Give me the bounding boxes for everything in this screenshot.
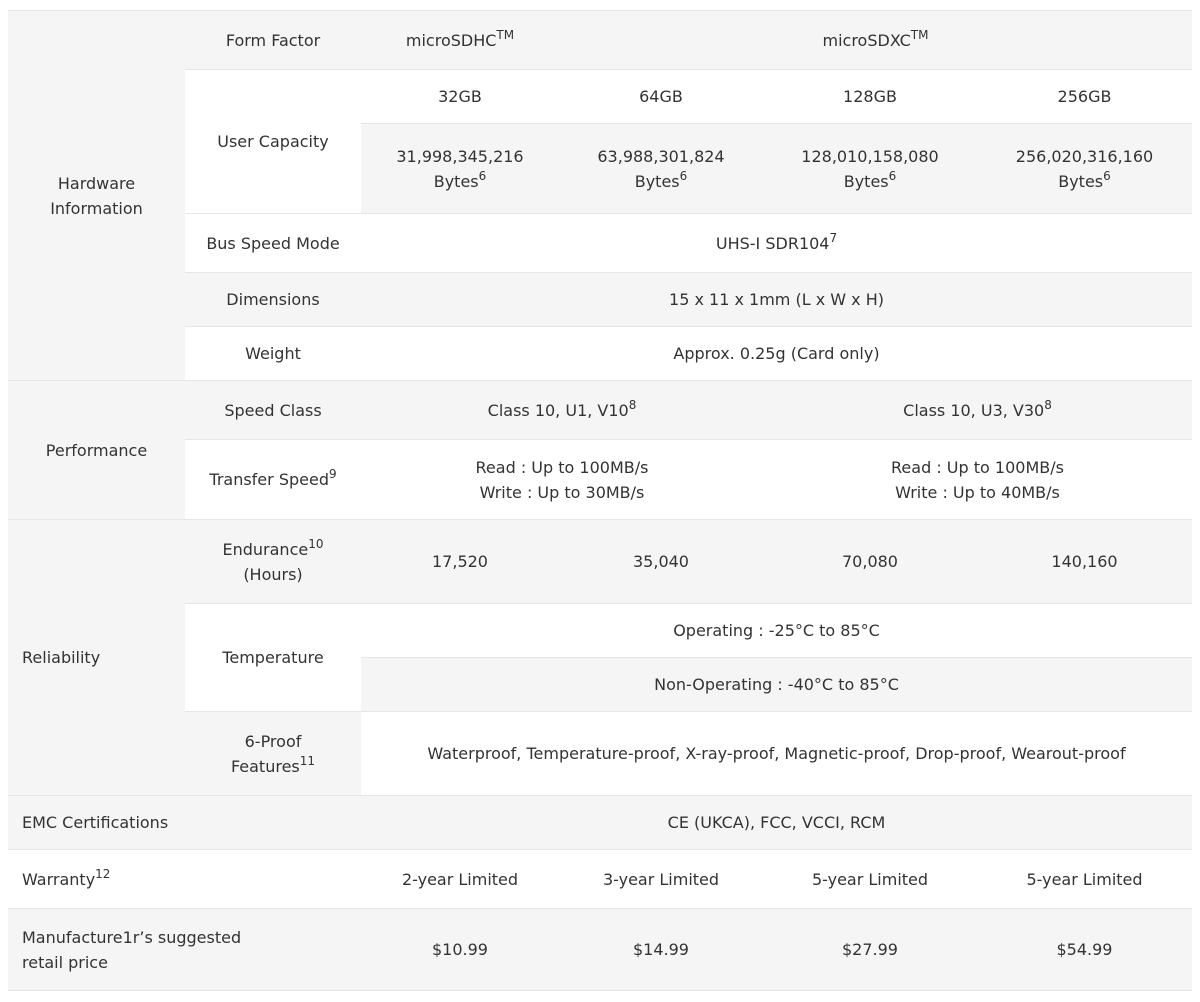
endurance-unit: (Hours) bbox=[243, 564, 303, 584]
spec-table bbox=[8, 10, 1192, 993]
value-cell bbox=[763, 381, 1192, 440]
row-label bbox=[185, 712, 361, 796]
trademark-mark: TM bbox=[496, 27, 515, 42]
row-label bbox=[8, 796, 361, 850]
warranty-value: 3-year Limited bbox=[602, 869, 720, 889]
category-label: Hardware Information bbox=[50, 173, 143, 218]
row-transfer-speed bbox=[8, 440, 1192, 520]
row-dimensions bbox=[8, 273, 1192, 327]
category-reliability bbox=[8, 520, 185, 796]
row-label bbox=[185, 440, 361, 520]
non-operating-temperature: Non-Operating : -40°C to 85°C bbox=[654, 675, 899, 694]
row-label bbox=[185, 214, 361, 273]
dimensions-value: 15 x 11 x 1mm (L x W x H) bbox=[669, 290, 884, 309]
bytes-word: Bytes bbox=[1058, 171, 1104, 191]
value-cell bbox=[361, 273, 1192, 327]
category-label: Reliability bbox=[22, 648, 101, 667]
row-form-factor bbox=[8, 11, 1192, 70]
row-weight bbox=[8, 327, 1192, 381]
bytes-cell bbox=[559, 124, 763, 214]
value-cell bbox=[559, 909, 763, 991]
emc-label: EMC Certifications bbox=[22, 813, 169, 832]
value-cell bbox=[361, 520, 559, 604]
row-emc-certifications bbox=[8, 796, 1192, 850]
capacity-cell bbox=[361, 70, 559, 124]
temperature-label: Temperature bbox=[222, 648, 324, 667]
proof-label-line1: 6-Proof bbox=[244, 731, 302, 751]
row-bus-speed-mode bbox=[8, 214, 1192, 273]
trademark-mark: TM bbox=[910, 27, 929, 42]
value-cell bbox=[361, 658, 1192, 712]
row-label bbox=[185, 327, 361, 381]
capacity-bytes: 128,010,158,080 bbox=[801, 146, 939, 166]
value-cell bbox=[361, 796, 1192, 850]
footnote-mark: 9 bbox=[328, 467, 337, 481]
value-cell bbox=[977, 520, 1192, 604]
row-label bbox=[8, 850, 361, 909]
price-value: $10.99 bbox=[432, 940, 488, 959]
footnote-mark: 8 bbox=[1044, 397, 1052, 412]
capacity-size: 128GB bbox=[843, 87, 897, 106]
weight-value: Approx. 0.25g (Card only) bbox=[673, 344, 880, 363]
transfer-speed-label: Transfer Speed bbox=[209, 470, 329, 489]
bytes-cell bbox=[763, 124, 977, 214]
category-performance bbox=[8, 381, 185, 520]
endurance-value: 140,160 bbox=[1051, 552, 1118, 571]
row-label bbox=[185, 520, 361, 604]
write-speed: Write : Up to 40MB/s bbox=[895, 482, 1060, 502]
endurance-label: Endurance bbox=[222, 539, 309, 559]
price-value: $27.99 bbox=[842, 940, 898, 959]
footnote-mark: 11 bbox=[299, 753, 316, 768]
warranty-value: 5-year Limited bbox=[1026, 869, 1143, 889]
value-cell bbox=[361, 440, 763, 520]
row-temperature bbox=[8, 604, 1192, 658]
user-capacity-label: User Capacity bbox=[217, 132, 329, 151]
write-speed: Write : Up to 30MB/s bbox=[479, 482, 645, 502]
bus-speed-label: Bus Speed Mode bbox=[206, 233, 340, 253]
proof-label-line2: Features bbox=[230, 756, 300, 776]
footnote-mark: 7 bbox=[829, 230, 838, 245]
row-endurance bbox=[8, 520, 1192, 604]
proof-features-value: Waterproof, Temperature-proof, X-ray-proof, Magnetic-proof, Drop-proof, Wearout-proof bbox=[427, 744, 1126, 763]
capacity-size: 256GB bbox=[1057, 87, 1112, 106]
endurance-value: 70,080 bbox=[842, 552, 898, 571]
value-cell bbox=[559, 11, 1192, 70]
value-cell bbox=[361, 214, 1192, 273]
footnote-mark: 8 bbox=[628, 397, 637, 412]
price-label-line1: Manufacture1r’s suggested bbox=[22, 927, 242, 947]
bus-speed-value: UHS-I SDR104 bbox=[715, 233, 830, 253]
value-cell bbox=[361, 712, 1192, 796]
capacity-bytes: 63,988,301,824 bbox=[597, 146, 725, 166]
price-value: $14.99 bbox=[633, 940, 689, 959]
category-hardware-information bbox=[8, 11, 185, 381]
value-cell bbox=[559, 850, 763, 909]
speed-class-value: Class 10, U1, V10 bbox=[487, 400, 629, 420]
bytes-word: Bytes bbox=[433, 171, 479, 191]
warranty-label: Warranty bbox=[22, 869, 96, 889]
emc-value: CE (UKCA), FCC, VCCI, RCM bbox=[667, 813, 886, 832]
microsdhc-label: microSDHC bbox=[405, 30, 497, 50]
footnote-mark: 12 bbox=[95, 866, 111, 881]
value-cell bbox=[361, 381, 763, 440]
capacity-size: 64GB bbox=[639, 87, 683, 106]
row-suggested-retail-price bbox=[8, 909, 1192, 991]
value-cell bbox=[361, 850, 559, 909]
row-user-capacity bbox=[8, 70, 1192, 124]
row-label bbox=[8, 909, 361, 991]
capacity-bytes: 31,998,345,216 bbox=[396, 146, 524, 166]
row-6-proof-features bbox=[8, 712, 1192, 796]
endurance-value: 17,520 bbox=[432, 552, 488, 571]
dimensions-label: Dimensions bbox=[226, 290, 320, 309]
bytes-word: Bytes bbox=[634, 171, 680, 191]
value-cell bbox=[763, 520, 977, 604]
value-cell bbox=[763, 440, 1192, 520]
speed-class-label: Speed Class bbox=[224, 400, 322, 420]
microsdxc-label: microSDXC bbox=[822, 30, 911, 50]
form-factor-label: Form Factor bbox=[225, 30, 321, 50]
capacity-bytes: 256,020,316,160 bbox=[1015, 146, 1154, 166]
capacity-size: 32GB bbox=[438, 87, 482, 106]
footnote-mark: 6 bbox=[1103, 168, 1111, 183]
value-cell bbox=[763, 909, 977, 991]
row-speed-class bbox=[8, 381, 1192, 440]
row-label bbox=[185, 273, 361, 327]
warranty-value: 5-year Limited bbox=[811, 869, 929, 889]
warranty-value: 2-year Limited bbox=[401, 869, 519, 889]
footnote-mark: 10 bbox=[308, 536, 324, 551]
value-cell bbox=[361, 327, 1192, 381]
value-cell bbox=[763, 850, 977, 909]
footnote-mark: 6 bbox=[888, 168, 897, 183]
row-warranty bbox=[8, 850, 1192, 909]
footnote-mark: 6 bbox=[478, 168, 487, 183]
category-label: Performance bbox=[45, 440, 148, 460]
bytes-cell bbox=[977, 124, 1192, 214]
row-label bbox=[185, 604, 361, 712]
row-label bbox=[185, 11, 361, 70]
capacity-cell bbox=[559, 70, 763, 124]
bytes-cell bbox=[361, 124, 559, 214]
value-cell bbox=[559, 520, 763, 604]
endurance-value: 35,040 bbox=[633, 552, 689, 571]
weight-label: Weight bbox=[245, 344, 301, 363]
row-label bbox=[185, 381, 361, 440]
read-speed: Read : Up to 100MB/s bbox=[475, 457, 649, 477]
capacity-cell bbox=[763, 70, 977, 124]
value-cell bbox=[361, 604, 1192, 658]
bytes-word: Bytes bbox=[843, 171, 889, 191]
row-label bbox=[185, 70, 361, 214]
read-speed: Read : Up to 100MB/s bbox=[891, 457, 1064, 477]
value-cell bbox=[977, 909, 1192, 991]
footnote-mark: 6 bbox=[679, 168, 688, 183]
price-label-line2: retail price bbox=[22, 952, 108, 972]
value-cell bbox=[361, 909, 559, 991]
capacity-cell bbox=[977, 70, 1192, 124]
value-cell bbox=[361, 11, 559, 70]
price-value: $54.99 bbox=[1056, 940, 1113, 959]
speed-class-value: Class 10, U3, V30 bbox=[903, 400, 1045, 420]
operating-temperature: Operating : -25°C to 85°C bbox=[673, 621, 880, 640]
value-cell bbox=[977, 850, 1192, 909]
